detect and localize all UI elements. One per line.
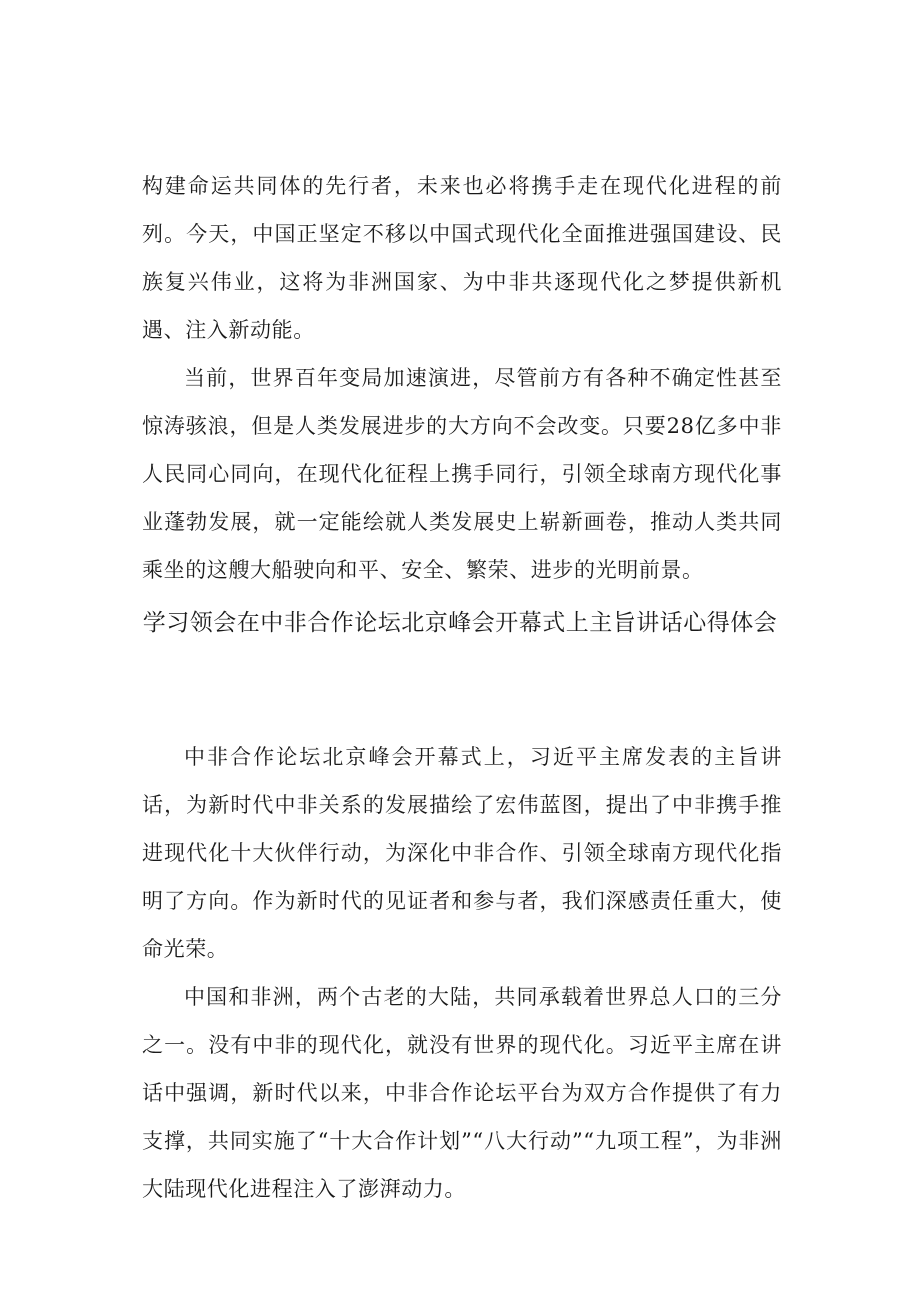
article-title: 学习领会在中非合作论坛北京峰会开幕式上主旨讲话心得体会	[142, 610, 778, 636]
top-text-section	[142, 162, 782, 594]
continued-paragraph: 构建命运共同体的先行者，未来也必将携手走在现代化进程的前列。今天，中国正坚定不移以中国式现代化全面推进强国建设、民族复兴伟业，这将为非洲国家、为中非共逐现代化之梦提供新机遇、注入新动能。	[142, 174, 782, 342]
article-body	[142, 733, 782, 1213]
closing-paragraph: 当前，世界百年变局加速演进，尽管前方有各种不确定性甚至惊涛骇浪，但是人类发展进步的大方向不会改变。只要28亿多中非人民同心同向，在现代化征程上携手同行，引领全球南方现代化事业蓬勃发展，就一定能绘就人类发展史上崭新画卷，推动人类共同乘坐的这艘大船驶向和平、安全、繁荣、进步的光明前景。	[142, 366, 782, 582]
article-paragraph-1: 中非合作论坛北京峰会开幕式上，习近平主席发表的主旨讲话，为新时代中非关系的发展描绘了宏伟蓝图，提出了中非携手推进现代化十大伙伴行动，为深化中非合作、引领全球南方现代化指明了方向。作为新时代的见证者和参与者，我们深感责任重大，使命光荣。	[142, 745, 782, 961]
article-paragraph-2: 中国和非洲，两个古老的大陆，共同承载着世界总人口的三分之一。没有中非的现代化，就没有世界的现代化。习近平主席在讲话中强调，新时代以来，中非合作论坛平台为双方合作提供了有力支撑，共同实施了“十大合作计划”“八大行动”“九项工程”，为非洲大陆现代化进程注入了澎湃动力。	[142, 985, 782, 1201]
